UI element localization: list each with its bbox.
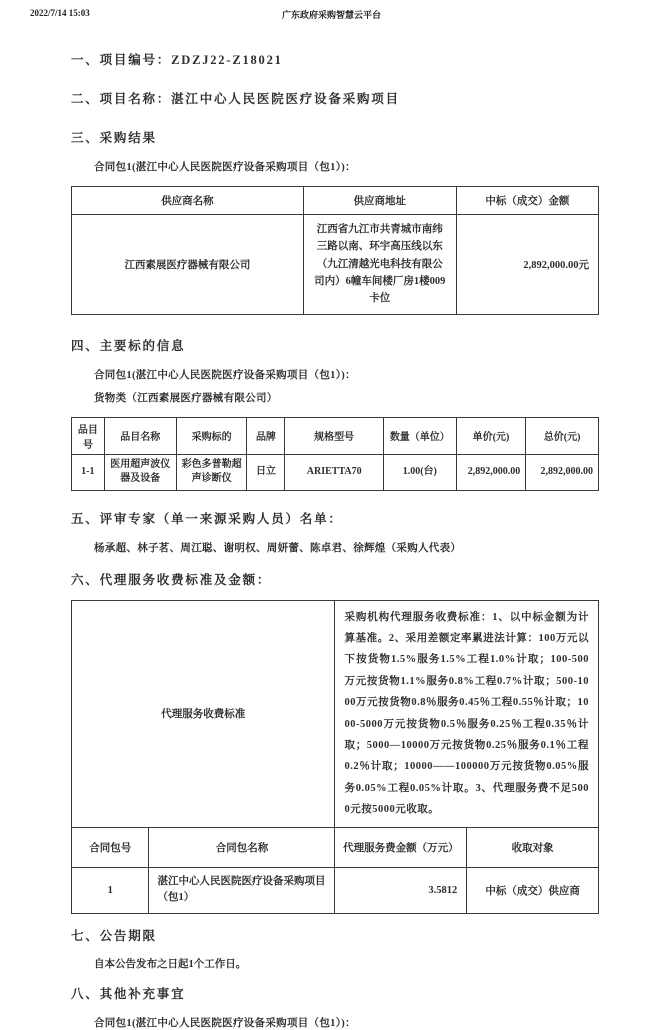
fee-col-fee-amount: 代理服务费金额（万元）: [335, 827, 467, 867]
experts-names: 杨承超、林子茗、周江聪、谢明权、周妍蕾、陈卓君、徐辉煌（采购人代表）: [94, 542, 462, 554]
document-body: [0, 50, 663, 1030]
fee-col-package-no: 合同包号: [72, 827, 149, 867]
fee-standard-label-cell: 代理服务收费标准: [72, 600, 335, 827]
subject-table-row: [72, 454, 599, 490]
fee-package-no-cell: 1: [72, 867, 149, 913]
section-heading-project-name: 二、项目名称：湛江中心人民医院医疗设备采购项目: [71, 92, 400, 106]
subject-col-subject: 采购标的: [176, 417, 247, 454]
model-cell: ARIETTA70: [285, 454, 384, 490]
fee-payer-cell: 中标（成交）供应商: [467, 867, 599, 913]
result-package-line: 合同包1(湛江中心人民医院医疗设备采购项目（包1）)：: [94, 162, 356, 173]
result-col-supplier-address: 供应商地址: [303, 187, 456, 215]
unit-price-cell: 2,892,000.00: [456, 454, 526, 490]
quantity-cell: 1.00(台): [383, 454, 456, 490]
supplier-address-cell: 江西省九江市共青城市南纬三路以南、环宇高压线以东（九江清越光电科技有限公司内）6幢车间楼厂房1楼009卡位: [303, 215, 456, 315]
fee-standard-text-cell: 采购机构代理服务收费标准：1、以中标金额为计算基准。2、采用差额定率累进法计算：100万元以下按货物1.5%服务1.5%工程1.0%计取；100-500万元按货物1.1%服务0.8%工程0.7%计取；500-1000万元按货物0.8％服务0.45％工程0.55％计取；1000-5000万元按货物0.5％服务0.25％工程0.35％计取；5000—10000万元按货物0.25％服务0.1％工程0.2％计取；10000——100000万元按货物0.05%服务0.05%工程0.05%计取。3、代理服务费不足5000元按5000元收取。: [335, 600, 599, 827]
award-amount-cell: 2,892,000.00元: [456, 215, 598, 315]
platform-title: 广东政府采购智慧云平台: [281, 10, 381, 20]
section-heading-agency-fee: 六、代理服务收费标准及金额：: [71, 572, 272, 587]
result-table-header-row: [72, 187, 599, 215]
subject-table-header-row: [72, 417, 599, 454]
fee-col-package-name: 合同包名称: [149, 827, 335, 867]
total-price-cell: 2,892,000.00: [526, 454, 599, 490]
print-datetime: 2022/7/14 15:03: [30, 8, 90, 18]
fee-table-row: [72, 867, 599, 913]
fee-standard-row: [72, 600, 599, 827]
other-package-line: 合同包1(湛江中心人民医院医疗设备采购项目（包1）)：: [94, 1017, 356, 1029]
subject-col-unit-price: 单价(元): [456, 417, 526, 454]
section-heading-project-number: 一、项目编号：ZDZJ22-Z18021: [71, 53, 283, 67]
fee-table-header-row: [72, 827, 599, 867]
section-heading-notice-period: 七、公告期限: [71, 928, 157, 943]
fee-package-name-cell: 湛江中心人民医院医疗设备采购项目（包1）: [149, 867, 335, 913]
subject-category-line: 货物类（江西素展医疗器械有限公司）: [94, 392, 278, 404]
brand-cell: 日立: [247, 454, 285, 490]
result-col-award-amount: 中标（成交）金额: [456, 187, 598, 215]
item-name-cell: 医用超声波仪器及设备: [104, 454, 176, 490]
result-table-row: [72, 215, 599, 315]
result-table: [71, 186, 599, 315]
section-heading-procurement-result: 三、采购结果: [71, 131, 157, 145]
result-col-supplier-name: 供应商名称: [72, 187, 304, 215]
section-heading-experts: 五、评审专家（单一来源采购人员）名单：: [71, 511, 343, 526]
fee-amount-cell: 3.5812: [335, 867, 467, 913]
subject-col-total-price: 总价(元): [526, 417, 599, 454]
subject-cell: 彩色多普勒超声诊断仪: [176, 454, 247, 490]
subject-col-quantity: 数量（单位）: [383, 417, 456, 454]
subject-col-brand: 品牌: [247, 417, 285, 454]
subject-table: [71, 417, 599, 491]
fee-col-payer: 收取对象: [467, 827, 599, 867]
subject-col-item-name: 品目名称: [104, 417, 176, 454]
notice-period-body: 自本公告发布之日起1个工作日。: [94, 958, 247, 970]
subject-col-model: 规格型号: [285, 417, 384, 454]
section-heading-other: 八、其他补充事宜: [71, 986, 186, 1001]
print-header: [0, 0, 663, 20]
supplier-name-cell: 江西素展医疗器械有限公司: [72, 215, 304, 315]
section-heading-main-subject: 四、主要标的信息: [71, 338, 186, 353]
item-no-cell: 1-1: [72, 454, 105, 490]
subject-col-item-no: 品目号: [72, 417, 105, 454]
subject-package-line: 合同包1(湛江中心人民医院医疗设备采购项目（包1）)：: [94, 369, 356, 381]
agency-fee-table: [71, 600, 599, 914]
